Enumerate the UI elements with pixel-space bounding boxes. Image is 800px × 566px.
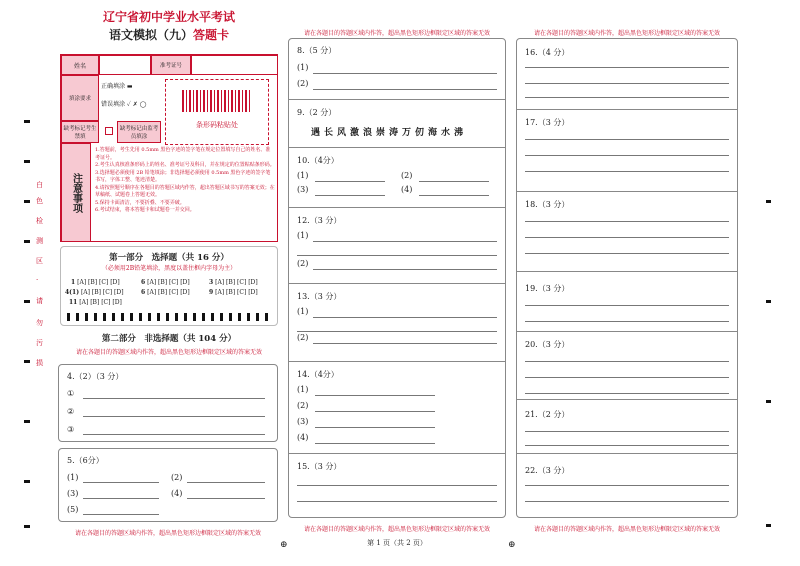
q12-title: 12.（3 分） bbox=[297, 216, 342, 225]
exam-title: 辽宁省初中学业水平考试 bbox=[102, 10, 235, 24]
card-title: 语文模拟（九）答题卡 bbox=[108, 28, 230, 42]
section-divider bbox=[517, 109, 737, 110]
answer-line bbox=[525, 221, 729, 222]
section-divider bbox=[289, 207, 505, 208]
answer-line bbox=[525, 361, 729, 362]
answer-line bbox=[525, 305, 729, 306]
q21-title: 21.（2 分） bbox=[525, 410, 570, 419]
area-notice: 请在各题目的答题区域内作答，超出黑色矩形边框限定区域的答案无效 bbox=[74, 530, 261, 537]
q17-title: 17.（3 分） bbox=[525, 118, 570, 127]
part1-section bbox=[60, 246, 278, 326]
timing-mark bbox=[24, 200, 30, 203]
area-notice: 请在各题目的答题区域内作答，超出黑色矩形边框限定区域的答案无效 bbox=[303, 526, 490, 533]
q18-title: 18.（3 分） bbox=[525, 200, 570, 209]
q9-title: 9.（2 分） bbox=[297, 108, 337, 117]
crosshair-icon: ⊕ bbox=[508, 540, 516, 550]
info-block bbox=[60, 54, 278, 242]
area-notice: 请在各题目的答题区域内作答，超出黑色矩形边框限定区域的答案无效 bbox=[533, 526, 720, 533]
answer-line bbox=[525, 139, 729, 140]
answer-line bbox=[419, 181, 489, 182]
answer-line bbox=[525, 97, 729, 98]
choice-q9[interactable]: 9 [A] [B] [C] [D] bbox=[209, 289, 258, 296]
answer-line bbox=[525, 237, 729, 238]
answer-line bbox=[83, 398, 265, 399]
q4-title: 4.（2）（3 分） bbox=[67, 372, 124, 381]
name-label: 姓名 bbox=[61, 55, 99, 75]
answer-line bbox=[187, 498, 265, 499]
timing-mark bbox=[24, 240, 30, 243]
barcode-label: 条形码粘贴处 bbox=[196, 121, 238, 129]
timing-mark bbox=[24, 160, 30, 163]
section-divider bbox=[517, 191, 737, 192]
timing-mark bbox=[766, 400, 771, 403]
answer-line bbox=[297, 255, 497, 256]
correct-fill: 正确填涂 ▬ bbox=[101, 83, 133, 90]
answer-line bbox=[525, 501, 729, 502]
q13-title: 13.（3 分） bbox=[297, 292, 342, 301]
answer-line bbox=[313, 73, 497, 74]
q16-title: 16.（4 分） bbox=[525, 48, 570, 57]
section-divider bbox=[517, 453, 737, 454]
answer-line bbox=[525, 83, 729, 84]
area-notice: 请在各题目的答题区域内作答，超出黑色矩形边框限定区域的答案无效 bbox=[533, 30, 720, 37]
section-divider bbox=[289, 99, 505, 100]
part2-title: 第二部分 非选择题（共 104 分） bbox=[101, 334, 237, 344]
answer-box-q5[interactable]: 5.（6分） (1) (2) (3) (4) (5) bbox=[58, 448, 278, 522]
section-divider bbox=[517, 399, 737, 400]
answer-line bbox=[83, 482, 159, 483]
answer-line bbox=[83, 434, 265, 435]
choice-q4-1[interactable]: 4(1) [A] [B] [C] [D] bbox=[65, 289, 124, 296]
q15-title: 15.（3 分） bbox=[297, 462, 342, 471]
section-divider bbox=[289, 453, 505, 454]
answer-line bbox=[419, 195, 489, 196]
timing-mark bbox=[24, 525, 30, 528]
answer-line bbox=[187, 482, 265, 483]
section-divider bbox=[517, 271, 737, 272]
notes-title: 注意事项 bbox=[61, 143, 91, 242]
exam-no-label: 准考证号 bbox=[151, 55, 191, 75]
answer-line bbox=[315, 395, 435, 396]
fill-req-label: 填涂要求 bbox=[61, 75, 99, 121]
notes-list: 1.答题前，考生先用 0.5mm 黑色字迹的签字笔在规定位置填写自己的姓名、准考证号。 2.考生认真核准条形码上的姓名、准考证号及科目，并在规定的位置粘贴条形码。 3.选择题必须使用 2B 铅笔填涂；非选择题必须使用 0.5mm 黑色字迹的签字笔书写，字体工整、笔迹清楚。 4.请按照题号顺序在各题目的答题区域内作答，超出答题区域书写的答案无效；在草稿纸、试题卷上答题无效。 5.保持卡面清洁，不要折叠、不要弄破。 6.考试结束，将本答题卡和试题卷一并交回。 bbox=[95, 147, 275, 213]
timing-strip bbox=[67, 313, 271, 321]
answer-box-q4[interactable]: 4.（2）（3 分） ① ② ③ bbox=[58, 364, 278, 442]
answer-line bbox=[525, 67, 729, 68]
answer-line bbox=[525, 431, 729, 432]
answer-region-col2: 8.（5 分） (1) (2) 9.（2 分） 遇长风激浪崇涛万仞海水沸 10.（4分） (1) (2) (3) (4) 12.（3 分） (1) (2) 13.（3 分） (1) (2) 14.（4分） (1) (2) (3) (4) 15.（3 分） bbox=[288, 38, 506, 518]
section-divider bbox=[289, 147, 505, 148]
missing-label2: 缺考标记由监考员填涂 bbox=[117, 121, 161, 143]
barcode-area bbox=[165, 79, 269, 145]
choice-q11[interactable]: 11 [A] [B] [C] [D] bbox=[69, 299, 122, 306]
answer-region-col3 bbox=[516, 38, 738, 518]
q9-chars: 遇长风激浪崇涛万仞海水沸 bbox=[311, 128, 468, 138]
answer-line bbox=[315, 181, 385, 182]
choice-q6[interactable]: 6 [A] [B] [C] [D] bbox=[141, 279, 190, 286]
exam-no-field[interactable] bbox=[191, 55, 278, 75]
answer-line bbox=[525, 253, 729, 254]
answer-line bbox=[525, 445, 729, 446]
section-divider bbox=[289, 361, 505, 362]
answer-line bbox=[313, 343, 497, 344]
area-notice: 请在各题目的答题区域内作答，超出黑色矩形边框限定区域的答案无效 bbox=[303, 30, 490, 37]
q14-title: 14.（4分） bbox=[297, 370, 339, 379]
answer-line bbox=[525, 485, 729, 486]
answer-line bbox=[83, 498, 159, 499]
answer-line bbox=[297, 501, 497, 502]
timing-mark bbox=[24, 480, 30, 483]
part1-title: 第一部分 选择题（共 16 分） bbox=[109, 253, 229, 263]
q8-title: 8.（5 分） bbox=[297, 46, 337, 55]
timing-mark bbox=[766, 200, 771, 203]
q22-title: 22.（3 分） bbox=[525, 466, 570, 475]
missing-label: 缺考标记考生禁填 bbox=[61, 121, 99, 143]
answer-line bbox=[83, 514, 159, 515]
timing-mark bbox=[766, 300, 771, 303]
answer-line bbox=[313, 89, 497, 90]
answer-line bbox=[315, 427, 435, 428]
answer-line bbox=[525, 393, 729, 394]
answer-line bbox=[297, 485, 497, 486]
choice-q1[interactable]: 1 [A] [B] [C] [D] bbox=[71, 279, 120, 286]
timing-mark bbox=[24, 120, 30, 123]
answer-line bbox=[83, 416, 265, 417]
crosshair-icon: ⊕ bbox=[280, 540, 288, 550]
timing-mark bbox=[24, 420, 30, 423]
answer-line bbox=[315, 195, 385, 196]
answer-line bbox=[313, 241, 497, 242]
answer-line bbox=[525, 321, 729, 322]
q5-title: 5.（6分） bbox=[67, 456, 104, 465]
choice-q6b[interactable]: 6 [A] [B] [C] [D] bbox=[141, 289, 190, 296]
timing-mark bbox=[24, 360, 30, 363]
area-notice: 请在各题目的答题区域内作答，超出黑色矩形边框限定区域的答案无效 bbox=[75, 349, 262, 356]
answer-line bbox=[525, 155, 729, 156]
missing-checkbox[interactable] bbox=[105, 127, 113, 135]
timing-mark bbox=[24, 300, 30, 303]
answer-line bbox=[297, 331, 497, 332]
q19-title: 19.（3 分） bbox=[525, 284, 570, 293]
answer-line bbox=[313, 269, 497, 270]
section-divider bbox=[289, 283, 505, 284]
answer-line bbox=[313, 317, 497, 318]
choice-q3[interactable]: 3 [A] [B] [C] [D] bbox=[209, 279, 258, 286]
answer-line bbox=[525, 171, 729, 172]
timing-mark bbox=[766, 524, 771, 527]
q10-title: 10.（4分） bbox=[297, 156, 339, 165]
answer-line bbox=[315, 411, 435, 412]
wrong-fill: 错误填涂 ✓ ✗ ◯ bbox=[101, 101, 147, 108]
barcode-icon bbox=[182, 90, 252, 112]
answer-line bbox=[315, 443, 435, 444]
name-field[interactable] bbox=[99, 55, 151, 75]
section-divider bbox=[517, 331, 737, 332]
part1-instruction: （必须用2B铅笔填涂，黑度以盖住框内字母为主） bbox=[101, 265, 237, 272]
q20-title: 20.（3 分） bbox=[525, 340, 570, 349]
page-number: 第 1 页（共 2 页） bbox=[367, 539, 427, 547]
answer-line bbox=[525, 377, 729, 378]
